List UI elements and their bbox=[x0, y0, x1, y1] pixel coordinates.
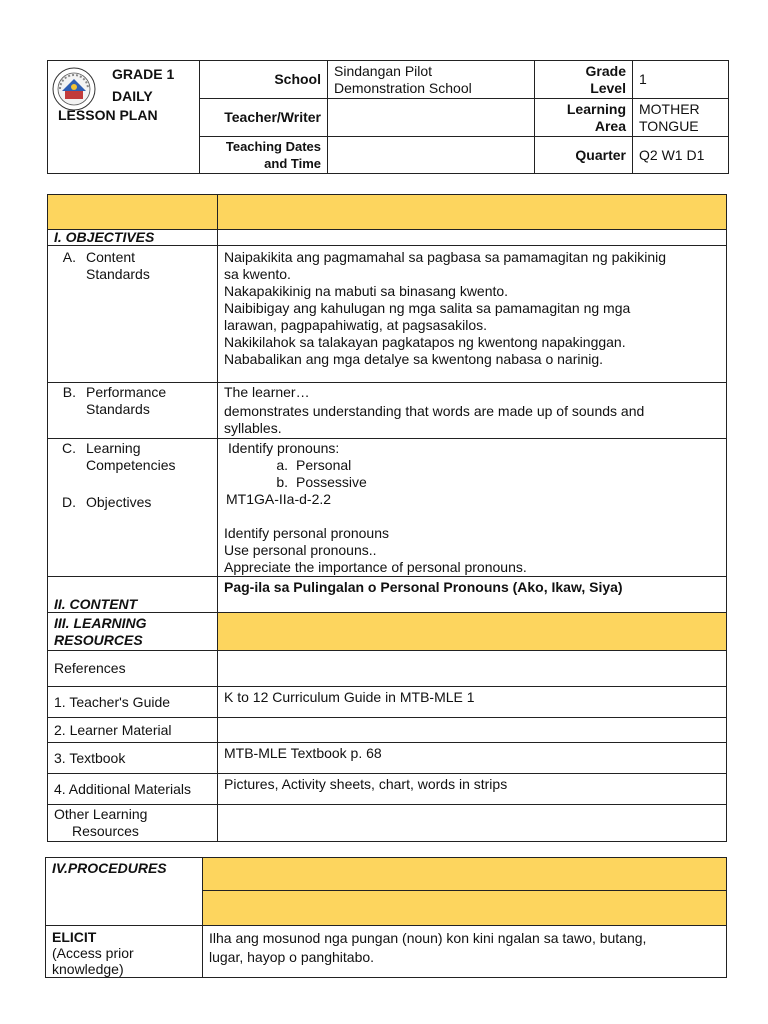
grade-level-label bbox=[535, 61, 633, 99]
teaching-dates-label bbox=[200, 137, 328, 174]
resource-label: 2. Learner Material bbox=[48, 718, 218, 743]
content-value: Pag-ila sa Pulingalan o Personal Pronouns (Ako, Ikaw, Siya) bbox=[218, 577, 727, 613]
header-yellow-right bbox=[218, 195, 727, 230]
performance-line: demonstrates understanding that words are made up of sounds and bbox=[224, 403, 645, 419]
content-standards-label bbox=[48, 246, 218, 383]
resource-label: 1. Teacher's Guide bbox=[48, 687, 218, 718]
teacher-label: Teacher/Writer bbox=[200, 99, 328, 137]
quarter-value: Q2 W1 D1 bbox=[633, 137, 729, 174]
competencies-label-2: Competencies bbox=[86, 457, 176, 473]
procedures-yellow-1 bbox=[203, 858, 727, 891]
quarter-label: Quarter bbox=[535, 137, 633, 174]
content-standards-label-2: Standards bbox=[86, 266, 150, 282]
resource-label: 4. Additional Materials bbox=[48, 774, 218, 805]
learning-area-value bbox=[633, 99, 729, 137]
other-resources-label-2: Resources bbox=[72, 823, 139, 839]
resource-label: 3. Textbook bbox=[48, 743, 218, 774]
elicit-text-line: lugar, hayop o panghitabo. bbox=[209, 949, 375, 965]
objectives-heading-blank bbox=[218, 230, 727, 246]
competencies-objectives-label bbox=[48, 439, 218, 577]
resources-heading-1: III. LEARNING bbox=[54, 614, 147, 631]
resources-heading-2: RESOURCES bbox=[54, 631, 143, 648]
performance-line: syllables. bbox=[224, 420, 282, 436]
resource-value: MTB-MLE Textbook p. 68 bbox=[218, 743, 727, 774]
objectives-heading: I. OBJECTIVES bbox=[48, 230, 218, 246]
area-value-line2: TONGUE bbox=[639, 117, 699, 134]
other-resources-label-1: Other Learning bbox=[54, 806, 148, 822]
content-standards-value bbox=[218, 246, 727, 383]
objective-line: Identify personal pronouns bbox=[224, 525, 389, 541]
dates-label-line1: Teaching Dates bbox=[225, 139, 321, 154]
content-line: larawan, pagpapahiwatig, at pagsasakilos. bbox=[224, 317, 488, 333]
content-line: Naibibigay ang kahulugan ng mga salita sa pamamagitan ng mga bbox=[224, 300, 631, 316]
competency-b-key: b. bbox=[276, 474, 288, 490]
content-line: Nababalikan ang mga detalye sa kwentong nabasa o narinig. bbox=[224, 351, 604, 367]
resource-value bbox=[218, 718, 727, 743]
competency-b: Possessive bbox=[296, 474, 367, 490]
competencies-label-1: Learning bbox=[86, 440, 141, 456]
procedures-table bbox=[45, 857, 727, 978]
performance-label-2: Standards bbox=[86, 401, 150, 417]
school-value-line1: Sindangan Pilot bbox=[334, 62, 433, 79]
performance-line: The learner… bbox=[224, 384, 310, 400]
elicit-text bbox=[203, 926, 727, 978]
performance-key: B. bbox=[62, 384, 76, 400]
performance-label-1: Performance bbox=[86, 384, 167, 400]
area-value-line1: MOTHER bbox=[639, 100, 700, 117]
objectives-label: Objectives bbox=[86, 494, 152, 510]
grade-title: GRADE 1 bbox=[112, 66, 175, 82]
content-heading: II. CONTENT bbox=[48, 577, 218, 613]
learning-area-label bbox=[535, 99, 633, 137]
teacher-value[interactable] bbox=[328, 99, 535, 137]
elicit-title: ELICIT bbox=[52, 929, 97, 945]
elicit-label bbox=[46, 926, 203, 978]
competencies-intro: Identify pronouns: bbox=[228, 440, 340, 456]
performance-standards-label bbox=[48, 383, 218, 439]
objective-line: Use personal pronouns.. bbox=[224, 542, 377, 558]
lesson-plan-title: LESSON PLAN bbox=[58, 107, 158, 123]
competencies-key: C. bbox=[62, 440, 76, 456]
header-title-cell bbox=[48, 61, 200, 174]
procedures-heading: IV.PROCEDURES bbox=[46, 858, 203, 926]
competency-a: Personal bbox=[296, 457, 352, 473]
procedures-yellow-2 bbox=[203, 891, 727, 926]
grade-level-value: 1 bbox=[633, 61, 729, 99]
content-standards-key: A. bbox=[62, 249, 76, 265]
references-value bbox=[218, 651, 727, 687]
other-resources-value bbox=[218, 805, 727, 842]
area-label-line1: Learning bbox=[566, 100, 626, 117]
content-line: Nakikilahok sa talakayan pagkatapos ng kwentong napakinggan. bbox=[224, 334, 626, 350]
grade-label-line2: Level bbox=[590, 79, 626, 96]
references-label: References bbox=[48, 651, 218, 687]
resource-value: K to 12 Curriculum Guide in MTB-MLE 1 bbox=[218, 687, 727, 718]
header-yellow-left bbox=[48, 195, 218, 230]
objectives-key: D. bbox=[62, 494, 76, 510]
elicit-text-line: Ilha ang mosunod nga pungan (noun) kon kini ngalan sa tawo, butang, bbox=[209, 930, 647, 946]
competency-a-key: a. bbox=[276, 457, 288, 473]
elicit-sub-1: (Access prior bbox=[52, 945, 134, 961]
performance-standards-value bbox=[218, 383, 727, 439]
school-value-line2: Demonstration School bbox=[334, 79, 472, 96]
content-standards-label-1: Content bbox=[86, 249, 136, 265]
competencies-objectives-value bbox=[218, 439, 727, 577]
school-value bbox=[328, 61, 535, 99]
area-label-line2: Area bbox=[594, 117, 626, 134]
content-line: sa kwento. bbox=[224, 266, 291, 282]
school-label: School bbox=[200, 61, 328, 99]
teaching-dates-value[interactable] bbox=[328, 137, 535, 174]
other-resources-label bbox=[48, 805, 218, 842]
lesson-plan-header bbox=[47, 60, 729, 174]
resource-value: Pictures, Activity sheets, chart, words in strips bbox=[218, 774, 727, 805]
elicit-sub-2: knowledge) bbox=[52, 961, 124, 977]
content-line: Naipakikita ang pagmamahal sa pagbasa sa pamamagitan ng pakikinig bbox=[224, 249, 667, 265]
dates-label-line2: and Time bbox=[264, 156, 321, 171]
resources-yellow bbox=[218, 613, 727, 651]
grade-label-line1: Grade bbox=[585, 62, 626, 79]
objectives-resources-table bbox=[47, 194, 727, 842]
content-line: Nakapakikinig na mabuti sa binasang kwento. bbox=[224, 283, 509, 299]
objective-line: Appreciate the importance of personal pronouns. bbox=[224, 559, 527, 575]
competency-code: MT1GA-IIa-d-2.2 bbox=[226, 491, 332, 507]
learning-resources-heading bbox=[48, 613, 218, 651]
daily-title: DAILY bbox=[112, 88, 153, 104]
